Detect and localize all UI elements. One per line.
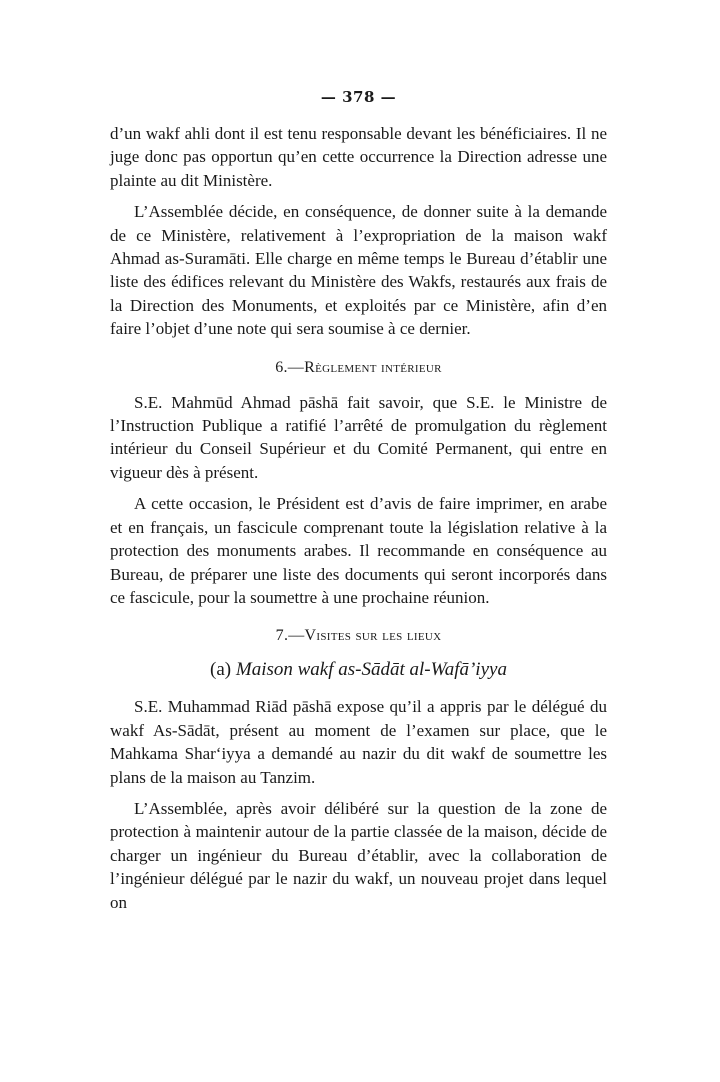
sub-heading-title: Maison wakf as-Sādāt al-Wafā’iyya [235, 659, 507, 681]
document-page [110, 88, 607, 922]
paragraph-reglement: S.E. Mahmūd Ahmad pāshā fait savoir, que S.E. le Ministre de l’Instruction Publique a ratifié l’arrêté de promulgation du règlement intérieur du Conseil Supérieur et du Comité Permanent, qui entre en vigueur dès à présent. [110, 392, 607, 482]
paragraph-riad: S.E. Muhammad Riād pāshā expose qu’il a appris par le délégué du wakf As-Sādāt, présent au moment de l’examen sur place, que le Mahkama Shar‘iyya a demandé au nazir du dit wakf de soumettre les plans de la maison au Tanzim. [110, 697, 607, 787]
section-heading-reglement: 6.—Règlement intérieur [275, 358, 442, 376]
sub-heading-prefix: (a) [210, 659, 232, 681]
paragraph-assembly-zone: L’Assemblée, après avoir délibéré sur la question de la zone de protection à maintenir autour de la partie classée de la maison, décide de charger un ingénieur du Bureau d’établir, avec la collaboration de l’ingénieur délégué par le nazir du wakf, un nouveau projet dans lequel on [110, 798, 607, 912]
section-heading-visites: 7.—Visites sur les lieux [275, 627, 442, 645]
paragraph-president: A cette occasion, le Président est d’avis de faire imprimer, en arabe et en français, un fascicule comprenant toute la législation relative à la protection des monuments arabes. Il recommande en conséquence au Bureau, de préparer une liste des documents qui seront incorporés dans ce fascicule, pour la soumettre à une prochaine réunion. [110, 494, 607, 607]
paragraph-assembly-decision: L’Assemblée décide, en conséquence, de donner suite à la demande de ce Ministère, relativement à l’expropriation de la maison wakf Ahmad as-Suramāti. Elle charge en même temps le Bureau d’établir une liste des édifices relevant du Ministère des Wakfs, restaurés aux frais de la Direction des Monuments, et exploités par ce Ministère, afin d’en faire l’objet d’une note qui sera soumise à ce dernier. [110, 202, 607, 339]
sub-heading-maison [110, 659, 607, 681]
paragraph-continuation: d’un wakf ahli dont il est tenu responsable devant les bénéficiaires. Il ne juge donc pas opportun qu’en cette occurrence la Direction adresse une plainte au dit Ministère. [110, 124, 607, 190]
page-number: — 378 — [320, 88, 397, 106]
